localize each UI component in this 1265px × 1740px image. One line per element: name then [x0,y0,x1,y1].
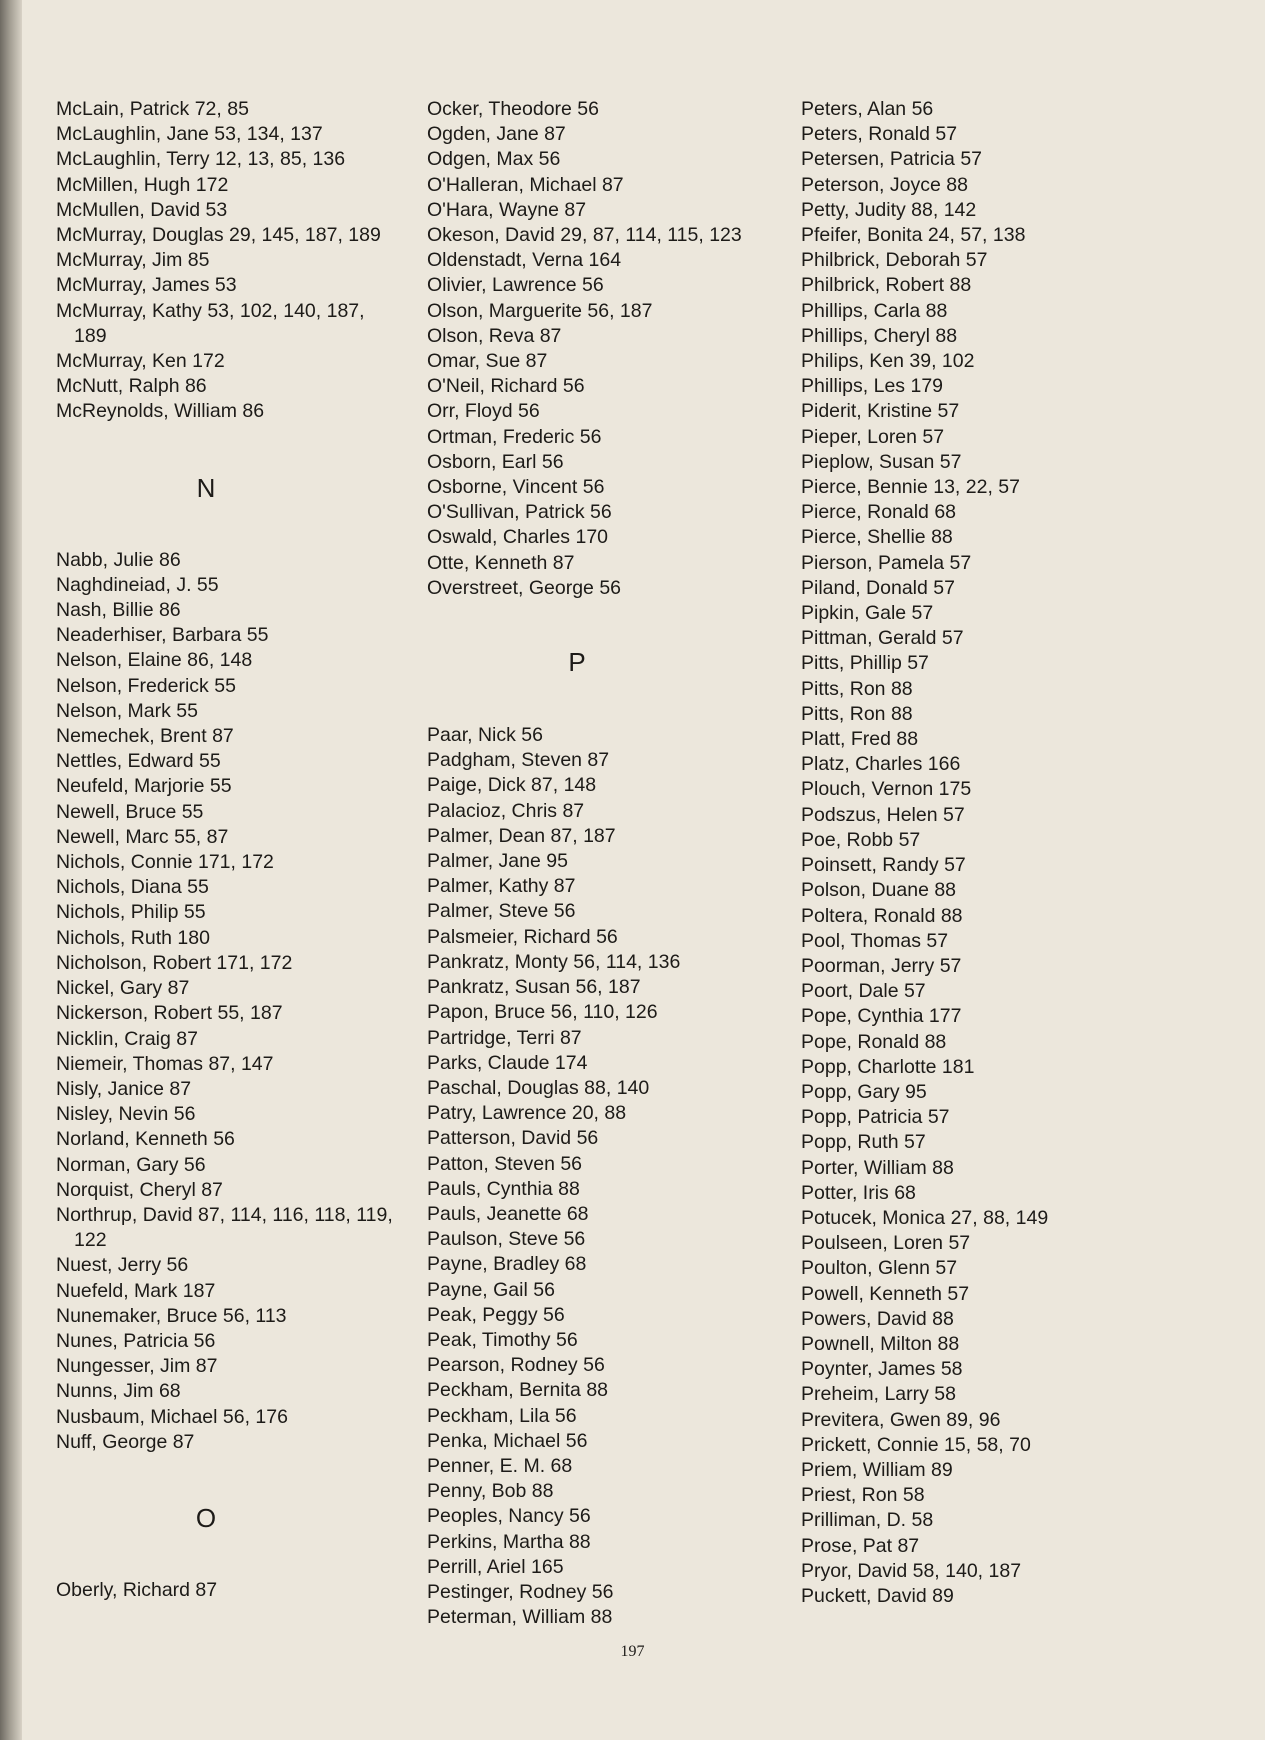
index-entry: Nisly, Janice 87 [56,1077,192,1100]
index-entry: Phillips, Les 179 [801,375,944,398]
index-group-o-start [56,1578,416,1603]
index-entry: Pierce, Shellie 88 [801,526,953,549]
index-entry: McMurray, Kathy 53, 102, 140, 187, 189 [56,299,365,347]
index-entry: Peak, Timothy 56 [427,1328,578,1351]
index-entry: Penka, Michael 56 [427,1429,588,1452]
page-number: 197 [620,1643,645,1660]
index-entry: Norquist, Cheryl 87 [56,1178,223,1201]
index-entry: Newell, Bruce 55 [56,800,204,823]
index-entry: Prickett, Connie 15, 58, 70 [801,1433,1031,1456]
index-entry: Popp, Patricia 57 [801,1106,950,1129]
index-entry: Podszus, Helen 57 [801,803,965,826]
index-entry: Pestinger, Rodney 56 [427,1580,614,1603]
index-entry: Parks, Claude 174 [427,1051,588,1074]
index-group-p-continued [801,97,1161,1609]
index-entry: Orr, Floyd 56 [427,400,540,423]
index-column-1 [56,97,416,1603]
index-entry: O'Sullivan, Patrick 56 [427,501,612,524]
index-entry: Penner, E. M. 68 [427,1454,573,1477]
index-entry: Pierson, Pamela 57 [801,551,972,574]
index-entry: McMullen, David 53 [56,198,228,221]
index-entry: McReynolds, William 86 [56,400,265,423]
index-entry: Prilliman, D. 58 [801,1509,934,1532]
index-entry: Petty, Judity 88, 142 [801,198,977,221]
index-entry: Nuff, George 87 [56,1430,195,1453]
index-entry: Petersen, Patricia 57 [801,148,983,171]
index-entry: Peterman, William 88 [427,1606,613,1629]
index-entry: Partridge, Terri 87 [427,1026,582,1049]
index-entry: Pfeifer, Bonita 24, 57, 138 [801,224,1026,247]
index-entry: Peterson, Joyce 88 [801,173,968,196]
index-entry: Paar, Nick 56 [427,724,543,747]
index-entry: Pauls, Cynthia 88 [427,1177,580,1200]
index-entry: Patterson, David 56 [427,1127,599,1150]
index-entry: Nunns, Jim 68 [56,1380,181,1403]
index-entry: McMurray, Jim 85 [56,249,210,272]
index-entry: Poynter, James 58 [801,1358,963,1381]
index-entry: Poort, Dale 57 [801,980,926,1003]
index-entry: Platt, Fred 88 [801,728,919,751]
index-entry: Paulson, Steve 56 [427,1228,586,1251]
index-entry: Perrill, Ariel 165 [427,1555,564,1578]
index-entry: Nichols, Connie 171, 172 [56,851,274,874]
index-entry: Platz, Charles 166 [801,753,961,776]
index-entry: Neufeld, Marjorie 55 [56,775,232,798]
index-entry: Palmer, Jane 95 [427,850,568,873]
index-entry: McMurray, James 53 [56,274,237,297]
index-entry: Nickel, Gary 87 [56,977,190,1000]
index-entry: McNutt, Ralph 86 [56,375,207,398]
index-entry: Nabb, Julie 86 [56,548,181,571]
index-entry: Perkins, Martha 88 [427,1530,591,1553]
index-entry: Pope, Ronald 88 [801,1030,947,1053]
index-entry: Pitts, Ron 88 [801,702,913,725]
section-letter-n: N [196,472,216,503]
index-entry: Popp, Charlotte 181 [801,1055,975,1078]
index-entry: Pitts, Phillip 57 [801,652,929,675]
index-entry: Nichols, Ruth 180 [56,926,210,949]
index-entry: Poltera, Ronald 88 [801,904,963,927]
index-entry: Nungesser, Jim 87 [56,1355,218,1378]
index-entry: Nelson, Frederick 55 [56,674,236,697]
index-entry: Pierce, Ronald 68 [801,501,957,524]
index-entry: Pierce, Bennie 13, 22, 57 [801,476,1020,499]
index-entry: Oberly, Richard 87 [56,1578,218,1601]
index-entry: Priem, William 89 [801,1458,953,1481]
index-entry: Okeson, David 29, 87, 114, 115, 123 [427,224,742,247]
index-entry: Prose, Pat 87 [801,1534,920,1557]
index-entry: Nunes, Patricia 56 [56,1329,216,1352]
index-entry: Pitts, Ron 88 [801,677,913,700]
index-entry: Otte, Kenneth 87 [427,551,575,574]
index-group-m [56,97,416,425]
index-entry: O'Hara, Wayne 87 [427,198,587,221]
index-entry: Ortman, Frederic 56 [427,425,602,448]
index-entry: Poinsett, Randy 57 [801,854,966,877]
index-entry: Poe, Robb 57 [801,828,921,851]
index-entry: Pearson, Rodney 56 [427,1354,605,1377]
index-entry: McLaughlin, Terry 12, 13, 85, 136 [56,148,346,171]
index-entry: Nichols, Philip 55 [56,901,206,924]
index-entry: Oldenstadt, Verna 164 [427,249,622,272]
index-entry: O'Halleran, Michael 87 [427,173,624,196]
index-entry: O'Neil, Richard 56 [427,375,585,398]
index-column-2 [427,97,787,1630]
index-entry: Polson, Duane 88 [801,879,957,902]
index-entry: Powers, David 88 [801,1307,954,1330]
index-entry: Olivier, Lawrence 56 [427,274,604,297]
index-entry: Penny, Bob 88 [427,1480,554,1503]
index-entry: Pankratz, Susan 56, 187 [427,976,641,999]
index-entry: Pittman, Gerald 57 [801,627,964,650]
index-entry: Nemechek, Brent 87 [56,725,234,748]
index-entry: Newell, Marc 55, 87 [56,825,229,848]
index-entry: Payne, Gail 56 [427,1278,555,1301]
index-entry: Plouch, Vernon 175 [801,778,972,801]
index-entry: Peckham, Bernita 88 [427,1379,609,1402]
index-entry: Philips, Ken 39, 102 [801,350,975,373]
index-entry: Pieplow, Susan 57 [801,450,962,473]
index-entry: Preheim, Larry 58 [801,1383,956,1406]
index-entry: Palmer, Steve 56 [427,900,576,923]
index-entry: Overstreet, George 56 [427,576,622,599]
index-entry: Olson, Reva 87 [427,324,562,347]
index-entry: Pankratz, Monty 56, 114, 136 [427,950,681,973]
index-entry: Potucek, Monica 27, 88, 149 [801,1206,1049,1229]
index-entry: Pownell, Milton 88 [801,1332,960,1355]
index-group-o [427,97,787,601]
index-entry: Payne, Bradley 68 [427,1253,587,1276]
index-group-p [427,723,787,1630]
index-entry: Osborne, Vincent 56 [427,476,605,499]
index-entry: Poorman, Jerry 57 [801,954,962,977]
index-entry: Piland, Donald 57 [801,576,955,599]
index-entry: Neaderhiser, Barbara 55 [56,624,269,647]
index-entry: Peckham, Lila 56 [427,1404,577,1427]
index-entry: Nisley, Nevin 56 [56,1103,196,1126]
index-entry: McMurray, Douglas 29, 145, 187, 189 [56,224,381,247]
index-entry: Nash, Billie 86 [56,599,181,622]
index-entry: Peters, Ronald 57 [801,123,958,146]
index-entry: McMurray, Ken 172 [56,350,225,373]
index-entry: Pool, Thomas 57 [801,929,949,952]
index-entry: Phillips, Cheryl 88 [801,324,958,347]
index-entry: Pryor, David 58, 140, 187 [801,1559,1022,1582]
index-entry: Potter, Iris 68 [801,1181,916,1204]
index-entry: Paschal, Douglas 88, 140 [427,1076,650,1099]
index-entry: Nelson, Mark 55 [56,699,198,722]
index-entry: Piderit, Kristine 57 [801,400,960,423]
index-entry: Peters, Alan 56 [801,98,934,120]
index-entry: Puckett, David 89 [801,1584,954,1607]
index-entry: Oswald, Charles 170 [427,526,609,549]
page-binding-shadow [0,0,22,1740]
index-entry: Nuest, Jerry 56 [56,1254,189,1277]
index-entry: Nusbaum, Michael 56, 176 [56,1405,288,1428]
index-entry: Patry, Lawrence 20, 88 [427,1102,627,1125]
index-entry: Nickerson, Robert 55, 187 [56,1002,283,1025]
index-entry: Pauls, Jeanette 68 [427,1202,589,1225]
index-entry: Pieper, Loren 57 [801,425,945,448]
index-entry: Nichols, Diana 55 [56,876,209,899]
index-entry: Palacioz, Chris 87 [427,799,585,822]
index-entry: Nicklin, Craig 87 [56,1027,198,1050]
index-group-n [56,548,416,1455]
index-entry: Patton, Steven 56 [427,1152,583,1175]
index-entry: Norland, Kenneth 56 [56,1128,235,1151]
index-entry: Naghdineiad, J. 55 [56,573,219,596]
index-entry: Philbrick, Robert 88 [801,274,972,297]
index-entry: Nuefeld, Mark 187 [56,1279,216,1302]
index-entry: Palmer, Kathy 87 [427,875,576,898]
index-entry: Palsmeier, Richard 56 [427,925,618,948]
index-entry: Philbrick, Deborah 57 [801,249,988,272]
index-entry: Palmer, Dean 87, 187 [427,824,616,847]
index-entry: Nicholson, Robert 171, 172 [56,951,293,974]
index-entry: Ogden, Jane 87 [427,123,566,146]
index-entry: Nunemaker, Bruce 56, 113 [56,1304,287,1327]
index-entry: Paige, Dick 87, 148 [427,774,597,797]
index-entry: Northrup, David 87, 114, 116, 118, 119, 122 [56,1203,393,1252]
index-entry: Peoples, Nancy 56 [427,1505,591,1528]
index-entry: Nelson, Elaine 86, 148 [56,649,253,672]
index-entry: McLain, Patrick 72, 85 [56,98,249,120]
index-entry: Omar, Sue 87 [427,350,548,373]
index-entry: Papon, Bruce 56, 110, 126 [427,1001,658,1024]
index-entry: Pope, Cynthia 177 [801,1005,962,1028]
index-entry: Pipkin, Gale 57 [801,602,934,625]
index-entry: Olson, Marguerite 56, 187 [427,299,653,322]
index-entry: Poulton, Glenn 57 [801,1257,958,1280]
index-entry: Peak, Peggy 56 [427,1303,565,1326]
section-letter-o: O [195,1502,217,1533]
index-entry: Padgham, Steven 87 [427,749,610,772]
index-entry: Osborn, Earl 56 [427,450,564,473]
index-entry: Niemeir, Thomas 87, 147 [56,1052,274,1075]
index-entry: Powell, Kenneth 57 [801,1282,970,1305]
index-entry: Odgen, Max 56 [427,148,561,171]
index-column-3 [801,97,1161,1609]
index-entry: Norman, Gary 56 [56,1153,206,1176]
index-entry: McLaughlin, Jane 53, 134, 137 [56,123,323,146]
index-entry: Previtera, Gwen 89, 96 [801,1408,1001,1431]
index-entry: Phillips, Carla 88 [801,299,948,322]
index-entry: Porter, William 88 [801,1156,954,1179]
index-entry: Nettles, Edward 55 [56,750,221,773]
index-entry: Ocker, Theodore 56 [427,98,599,120]
index-entry: Priest, Ron 58 [801,1484,925,1507]
index-entry: Popp, Gary 95 [801,1080,927,1103]
index-entry: Popp, Ruth 57 [801,1131,926,1154]
index-entry: Poulseen, Loren 57 [801,1232,971,1255]
section-letter-p: P [568,647,586,678]
index-entry: McMillen, Hugh 172 [56,173,229,196]
